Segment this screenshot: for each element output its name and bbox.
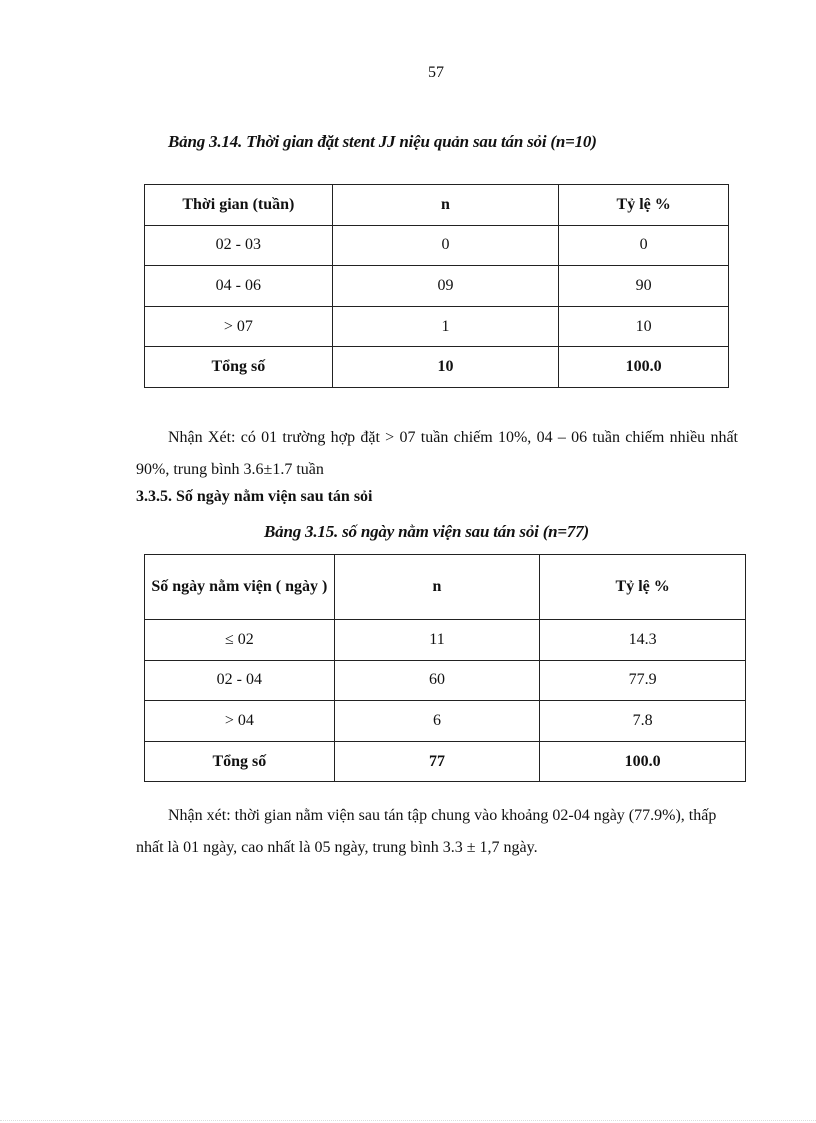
section-heading: 3.3.5. Số ngày nằm viện sau tán sỏi [136,488,373,505]
column-header: Tỷ lệ % [559,185,729,226]
table-cell: 60 [334,660,540,701]
table-cell: 0 [559,225,729,266]
table-note: Nhận Xét: có 01 trường hợp đặt > 07 tuần chiếm 10%, 04 – 06 tuần chiếm nhiều nhất 90%, trung bình 3.6±1.7 tuần [136,429,738,478]
table-cell: 02 - 04 [145,660,335,701]
table-row [145,620,746,661]
table-row [145,225,729,266]
table-cell: 7.8 [540,701,746,742]
table-row [145,266,729,307]
table-total-row [145,347,729,388]
page-number: 57 [428,64,444,81]
hospital-stay-table [144,554,746,782]
table-cell: 100.0 [559,347,729,388]
table-cell: 100.0 [540,741,746,782]
table-cell: > 07 [145,306,333,347]
table-cell: 77.9 [540,660,746,701]
table-note: Nhận xét: thời gian nằm viện sau tán tập chung vào khoảng 02-04 ngày (77.9%), thấp nhất là 01 ngày, cao nhất là 05 ngày, trung bình 3.3 ± 1,7 ngày. [136,807,717,856]
table-cell: 04 - 06 [145,266,333,307]
table-total-row [145,741,746,782]
table-cell: Tổng số [145,741,335,782]
table-row [145,306,729,347]
table-cell: ≤ 02 [145,620,335,661]
page-bottom-rule [0,1120,816,1121]
column-header: Thời gian (tuần) [145,185,333,226]
table-cell: 77 [334,741,540,782]
stent-duration-table [144,184,729,388]
table-caption: Bảng 3.15. số ngày nằm viện sau tán sỏi (n=77) [264,522,589,541]
table-header-row [145,185,729,226]
table-header-row [145,555,746,620]
column-header: Tỷ lệ % [540,555,746,620]
table-cell: 10 [559,306,729,347]
table-cell: 02 - 03 [145,225,333,266]
table-cell: > 04 [145,701,335,742]
table-caption: Bảng 3.14. Thời gian đặt stent JJ niệu quản sau tán sỏi (n=10) [168,132,597,151]
table-cell: 09 [332,266,559,307]
table-cell: 90 [559,266,729,307]
table-cell: 0 [332,225,559,266]
table-cell: 6 [334,701,540,742]
table-cell: 1 [332,306,559,347]
table-row [145,701,746,742]
table-cell: 14.3 [540,620,746,661]
column-header: Số ngày nằm viện ( ngày ) [145,555,335,620]
table-cell: 10 [332,347,559,388]
column-header: n [334,555,540,620]
table-cell: Tổng số [145,347,333,388]
table-row [145,660,746,701]
column-header: n [332,185,559,226]
table-cell: 11 [334,620,540,661]
